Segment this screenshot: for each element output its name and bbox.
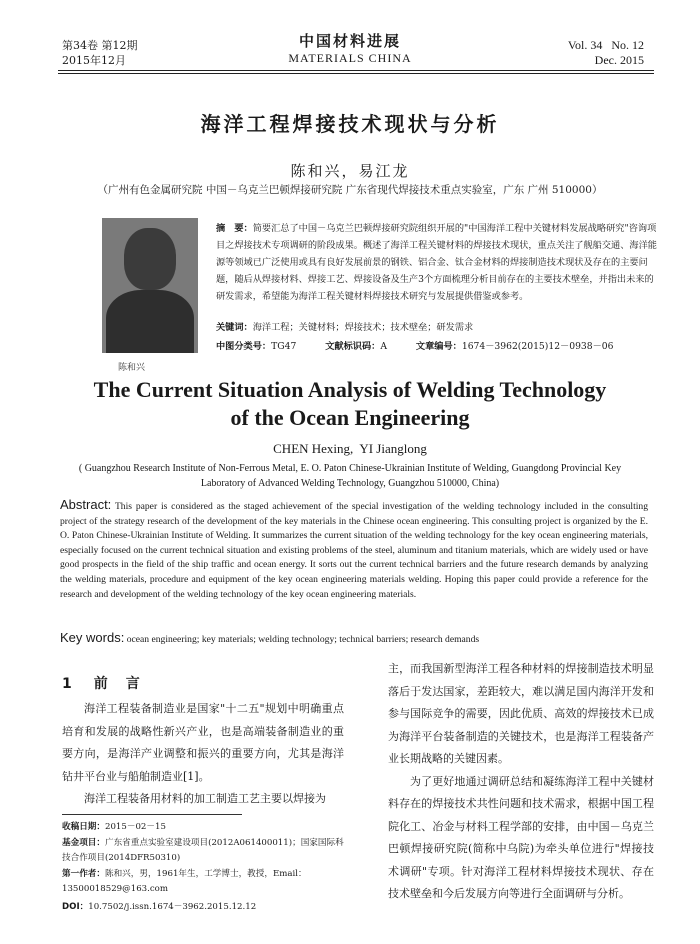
author-photo-body xyxy=(106,290,194,353)
keywords-cn-label: 关键词： xyxy=(216,322,253,333)
doi-label: DOI： xyxy=(62,902,89,912)
body-paragraph: 主，而我国新型海洋工程各种材料的焊接制造技术明显落后于发达国家，差距较大，难以满足国内海洋开发和参与国际竞争的需要，因此优质、高效的焊接技术已成为海洋平台装备制造的关键技术，也是海洋工程装备产业长期战略的关键因素。 xyxy=(388,662,654,765)
footnote-fund xyxy=(62,836,352,866)
section-number: 1 xyxy=(62,676,72,692)
first-author-text: 陈和兴，男，1961年生，工学博士，教授，Email：13500018529@163.com xyxy=(62,869,307,894)
author-photo-head xyxy=(124,228,176,290)
header-rule-thin xyxy=(58,73,654,74)
body-paragraph: 海洋工程装备制造业是国家"十二五"规划中明确重点培育和发展的战略性新兴产业，也是高端装备制造业的重要方向，是海洋产业调整和振兴的重要方向，尤其是海洋钻井平台业与船舶制造业[1]。 xyxy=(62,702,344,783)
doc-code-label: 文献标识码： xyxy=(325,341,381,352)
article-number-value: 1674－3962(2015)12－0938－06 xyxy=(461,341,614,352)
body-column-right xyxy=(388,658,654,906)
keywords-cn-text: 海洋工程；关键材料；焊接技术；技术壁垒；研发需求 xyxy=(252,322,474,333)
keywords-en xyxy=(60,630,660,645)
abstract-en-text: This paper is considered as the staged achievement of the special investigation of the welding technology included in the consulting project of the strategy research of the development of the key materials in the Chinese ocean engineering. This consulting project is organized by the E. O. Paton Chinese-Ukrainian Institute of Welding. It summarizes the current situation of the welding technology for the key ocean engineering materials, especially focused on the current technical situation and existing problems of the steel, aluminum and titanium materials, which are widely used or have good prospects in the field of the ship traffic and ocean energy. It sorts out the current technical barriers and the future research demands by analyzing the welding materials, procedure and equipment of the key ocean engineering materials welding. Hoping this paper could provide a reference for the research and development of the welding technology of the key ocean engineering materials. xyxy=(60,501,648,600)
header-right xyxy=(568,38,644,68)
footnote-author xyxy=(62,867,352,897)
footnote-doi xyxy=(62,900,362,915)
section-heading xyxy=(62,673,158,693)
journal-name-en: MATERIALS CHINA xyxy=(288,51,412,65)
received-date: 2015－02－15 xyxy=(104,822,166,832)
affiliation-en: ( Guangzhou Research Institute of Non-Ferrous Metal, E. O. Paton Chinese-Ukrainian Institute of Welding, Guangdong Provincial Key Laboratory of Advanced Welding Technology, Guangzhou 510000, China) xyxy=(78,463,622,489)
doc-code-field xyxy=(325,341,387,352)
title-en xyxy=(0,376,700,432)
doc-code-value: A xyxy=(380,341,387,352)
article-number-field xyxy=(416,341,614,352)
volume-issue-en: Vol. 34 No. 12 xyxy=(567,38,644,52)
keywords-cn xyxy=(216,319,658,333)
date-cn: 2015年12月 xyxy=(62,54,126,67)
received-label: 收稿日期： xyxy=(62,822,105,832)
authors-cn: 陈和兴，易江龙 xyxy=(290,162,410,180)
article-number-label: 文章编号： xyxy=(415,341,462,352)
footnote-received xyxy=(62,820,362,835)
classification-line xyxy=(216,338,666,352)
title-en-line-1: The Current Situation Analysis of Welding Technology xyxy=(93,377,607,402)
abstract-en xyxy=(60,498,648,602)
first-author-label: 第一作者： xyxy=(62,869,105,879)
affiliation-cn: （广州有色金属研究院 中国－乌克兰巴顿焊接研究院 广东省现代焊接技术重点实验室，广东 广州 510000） xyxy=(97,184,603,196)
section-title: 前言 xyxy=(93,676,158,692)
date-en: Dec. 2015 xyxy=(594,53,644,67)
keywords-en-text: ocean engineering; key materials; welding technology; technical barriers; research demands xyxy=(124,634,480,645)
abstract-en-label: Abstract: xyxy=(60,497,112,512)
title-en-line-2: of the Ocean Engineering xyxy=(230,405,470,430)
keywords-en-label: Key words: xyxy=(60,630,125,645)
body-column-left xyxy=(62,698,344,811)
authors-en: CHEN Hexing, YI Jianglong xyxy=(273,441,427,456)
fund-label: 基金项目： xyxy=(62,838,105,848)
clc-field xyxy=(216,341,296,352)
footnote-rule xyxy=(62,814,242,815)
header-rule xyxy=(58,70,654,71)
abstract-cn-text: 简要汇总了中国－乌克兰巴顿焊接研究院组织开展的"中国海洋工程中关键材料发展战略研究"咨询项目之焊接技术专项调研的阶段成果。概述了海洋工程关键材料的焊接技术现状，重点关注了舰船交通、海洋能源等领域已广泛使用或具有良好发展前景的钢铁、铝合金、钛合金材料的焊接制造技术现状及存在的主要问题，随后从焊接材料、焊接工艺、焊接设备及生产3个方面梳理分析目前存在的主要技术壁垒，并指出未来的研发需求，希望能为海洋工程关键材料焊接技术研究与发展提供借鉴或参考。 xyxy=(216,223,657,302)
fund-text: 广东省重点实验室建设项目(2012A061400011)；国家国际科技合作项目(2014DFR50310) xyxy=(62,838,344,863)
title-cn: 海洋工程焊接技术现状与分析 xyxy=(200,112,500,136)
author-photo xyxy=(102,218,198,353)
body-paragraph: 海洋工程装备用材料的加工制造工艺主要以焊接为 xyxy=(84,792,326,805)
abstract-cn xyxy=(216,220,658,305)
clc-label: 中图分类号： xyxy=(216,341,272,352)
journal-name-cn: 中国材料进展 xyxy=(298,32,401,50)
photo-caption: 陈和兴 xyxy=(118,363,146,373)
doi-value: 10.7502/j.issn.1674－3962.2015.12.12 xyxy=(88,902,257,912)
volume-issue-cn: 第34卷 第12期 xyxy=(62,39,138,52)
body-paragraph: 为了更好地通过调研总结和凝练海洋工程中关键材料存在的焊接技术共性问题和技术需求，根据中国工程院化工、冶金与材料工程学部的安排，由中国－乌克兰巴顿焊接研究院(简称中乌院)为牵头单位进行"焊接技术调研"专项。针对海洋工程材料焊接技术现状、存在技术壁垒和今后发展方向等进行全面调研与分析。 xyxy=(388,774,654,900)
abstract-cn-label: 摘 要： xyxy=(216,223,253,234)
clc-value: TG47 xyxy=(271,341,297,352)
